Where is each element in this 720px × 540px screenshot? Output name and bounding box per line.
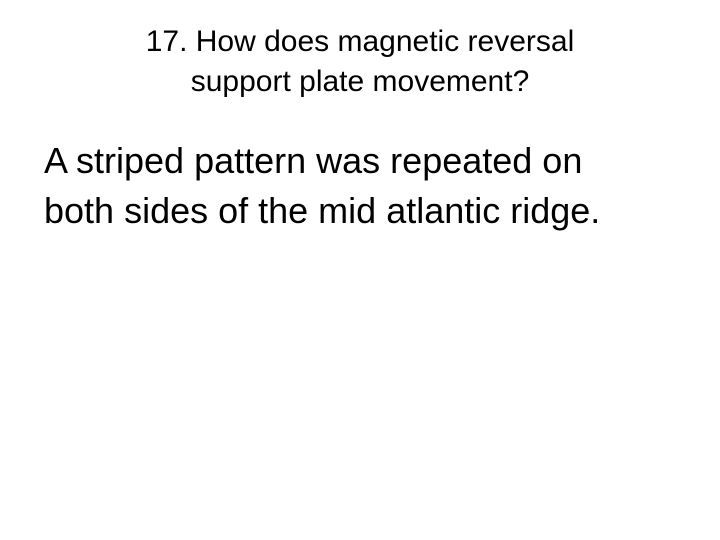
slide-body-line-1: A striped pattern was repeated on xyxy=(44,140,583,181)
slide-body xyxy=(44,136,704,236)
slide-title xyxy=(40,22,680,102)
slide-title-line-2: support plate movement? xyxy=(190,65,530,98)
slide-body-line-2: both sides of the mid atlantic ridge. xyxy=(44,190,601,231)
slide-title-line-1: 17. How does magnetic reversal xyxy=(145,25,575,58)
